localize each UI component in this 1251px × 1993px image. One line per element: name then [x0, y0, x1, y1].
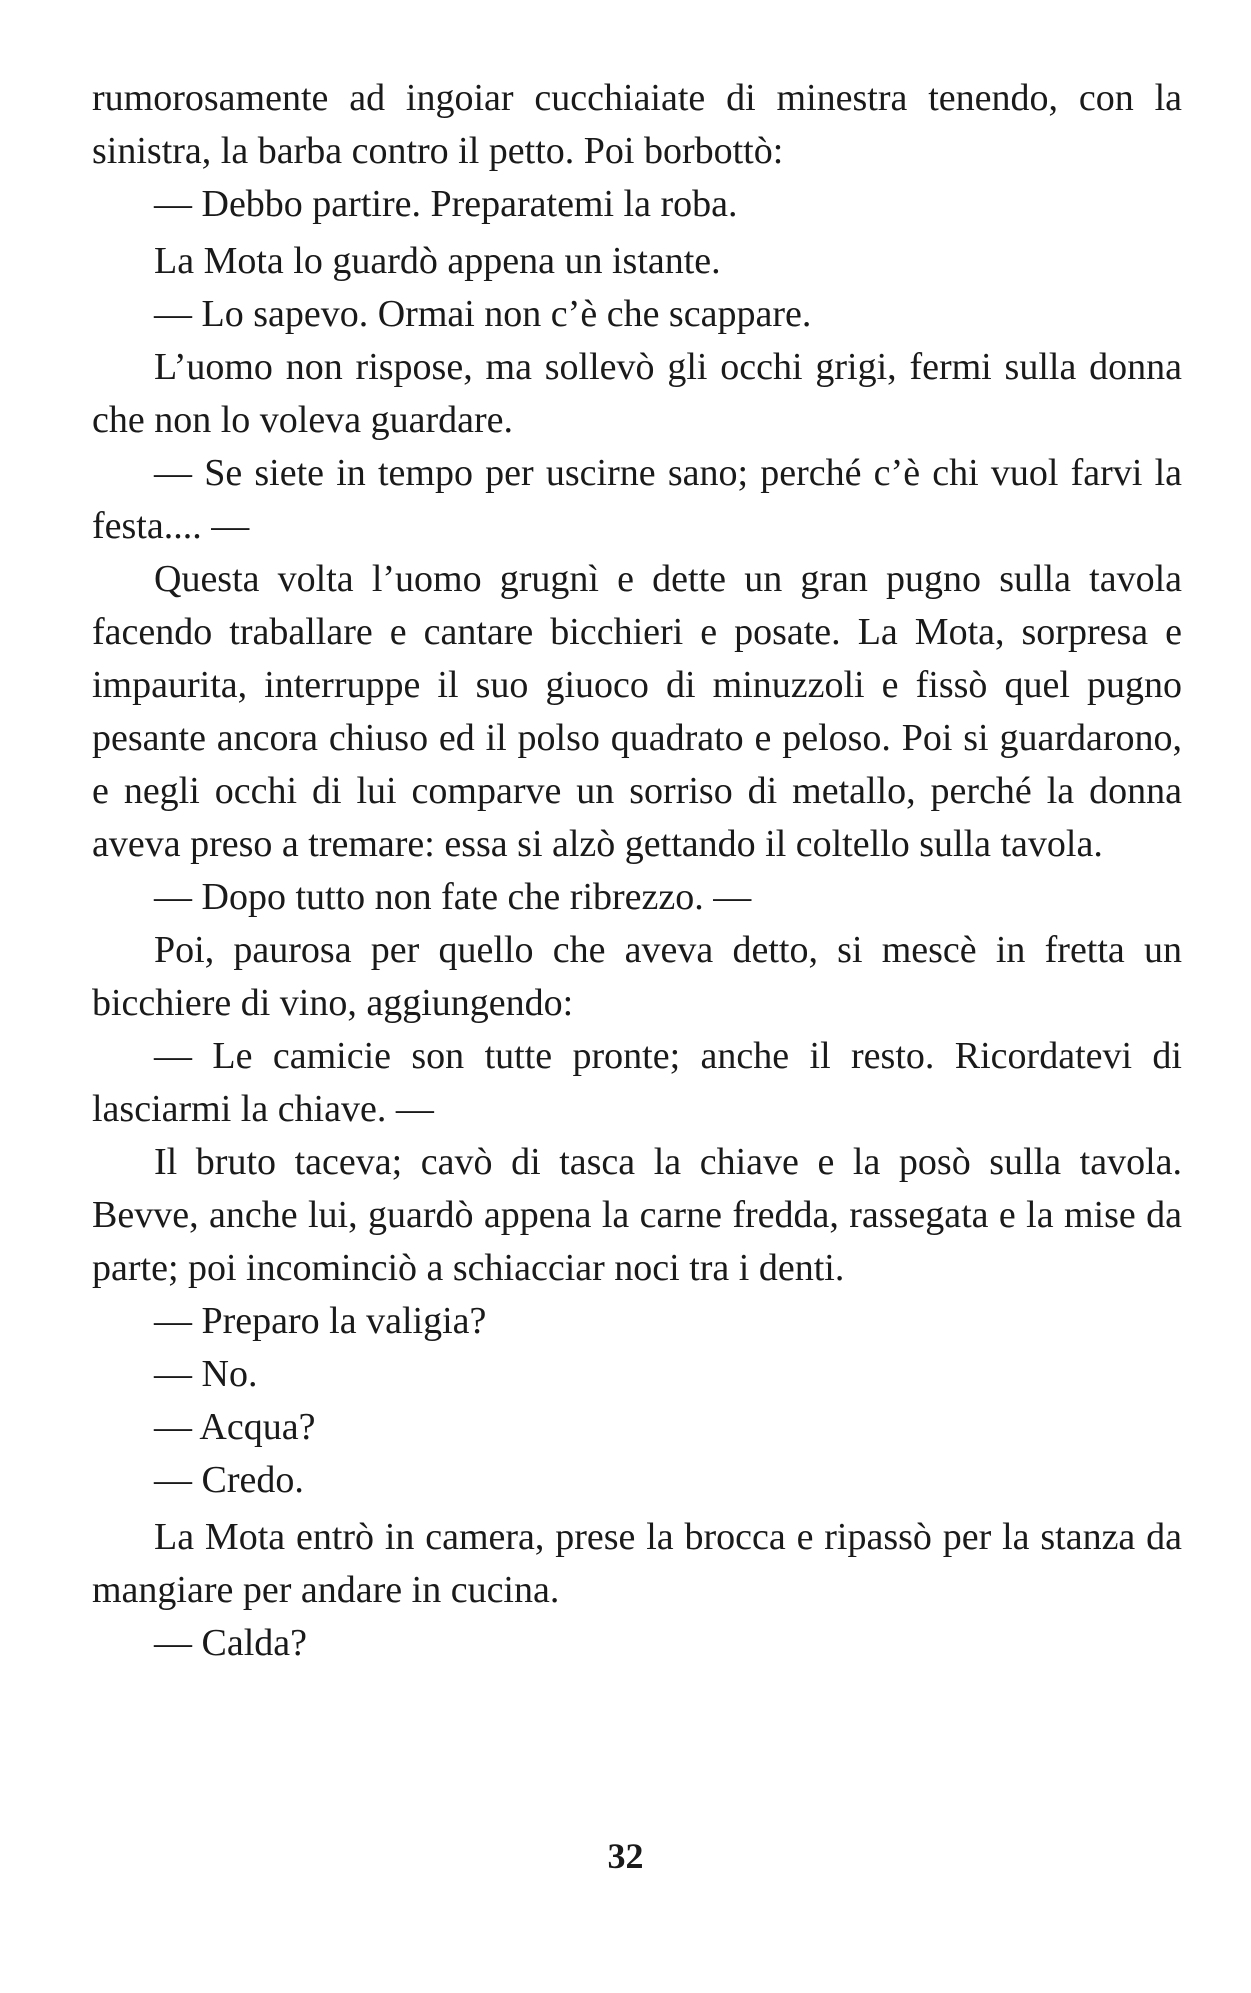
paragraph: — Acqua?	[154, 1406, 316, 1448]
page-number: 32	[607, 1836, 644, 1876]
paragraph: Questa volta l’uomo grugnì e dette un gran pugno sulla tavola facendo traballare e cantare bicchieri e posate. La Mota, sorpresa e impaurita, interruppe il suo giuoco di minuzzoli e fissò quel pugno pesante ancora chiuso ed il polso quadrato e peloso. Poi si guardarono, e negli occhi di lui comparve un sorriso di metallo, perché la donna aveva preso a tremare: essa si alzò gettando il coltello sulla tavola.	[92, 558, 1182, 865]
paragraph: Il bruto taceva; cavò di tasca la chiave e la posò sulla tavola. Bevve, anche lui, guardò appena la carne fredda, rassegata e la mise da parte; poi incominciò a schiacciar noci tra i denti.	[92, 1141, 1182, 1289]
paragraph: — No.	[154, 1353, 258, 1395]
paragraph: — Preparo la valigia?	[154, 1300, 487, 1342]
paragraph: rumorosamente ad ingoiar cucchiaiate di minestra tenendo, con la sinistra, la barba contro il petto. Poi borbottò:	[92, 77, 1182, 172]
paragraph: — Debbo partire. Preparatemi la roba.	[154, 183, 738, 225]
paragraph: — Le camicie son tutte pronte; anche il resto. Ricordatevi di lasciarmi la chiave. —	[92, 1035, 1182, 1130]
paragraph: La Mota entrò in camera, prese la brocca e ripassò per la stanza da mangiare per andare in cucina.	[92, 1516, 1182, 1611]
paragraph: — Lo sapevo. Ormai non c’è che scappare.	[154, 293, 812, 335]
body-text	[92, 72, 1182, 1670]
paragraph: Poi, paurosa per quello che aveva detto, si mescè in fretta un bicchiere di vino, aggiungendo:	[92, 929, 1182, 1024]
paragraph: — Credo.	[154, 1459, 304, 1501]
paragraph: — Se siete in tempo per uscirne sano; perché c’è chi vuol farvi la festa.... —	[92, 452, 1182, 547]
paragraph: — Dopo tutto non fate che ribrezzo. —	[154, 876, 752, 918]
paragraph: L’uomo non rispose, ma sollevò gli occhi grigi, fermi sulla donna che non lo voleva guardare.	[92, 346, 1182, 441]
paragraph: — Calda?	[154, 1622, 308, 1664]
paragraph: La Mota lo guardò appena un istante.	[154, 240, 721, 282]
